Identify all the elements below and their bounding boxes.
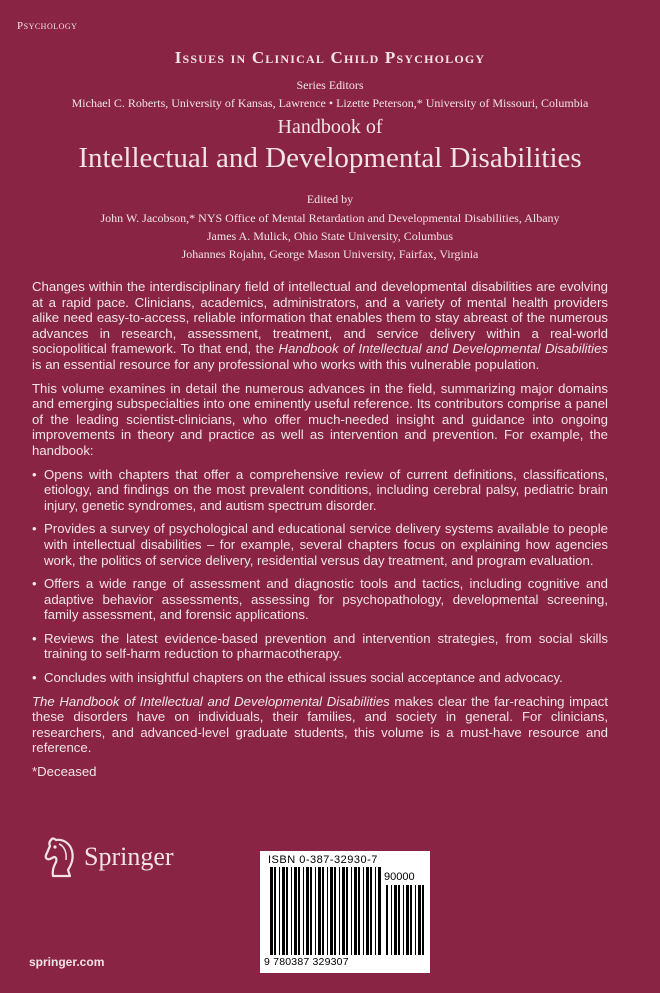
springer-knight-icon: [44, 836, 78, 878]
feature-list: [32, 467, 608, 686]
list-item: • Offers a wide range of assessment and diagnostic tools and tactics, including cognitive and adaptive behavior assessments, assessing for psychopathology, developmental screening, family assessment, and forensic applications.: [32, 576, 608, 623]
barcode-bars: [270, 867, 382, 955]
editor-name: James A. Mulick, Ohio State University, Columbus: [206, 229, 454, 243]
book-title-italic: The Handbook of Intellectual and Developmental Disabilities: [32, 693, 390, 709]
series-editors-names: Michael C. Roberts, University of Kansas, Lawrence • Lizette Peterson,* University of Missouri, Columbia: [71, 96, 589, 110]
springer-logo: [44, 836, 174, 878]
isbn-barcode: [260, 851, 430, 973]
barcode-addon-bars: [386, 885, 424, 955]
book-title-line2: Intellectual and Developmental Disabilities: [78, 142, 582, 174]
bullet-icon: •: [32, 670, 37, 686]
publisher-website[interactable]: springer.com: [29, 955, 105, 969]
list-item: • Reviews the latest evidence-based prevention and intervention strategies, from social skills training to self-harm reduction to pharmacotherapy.: [32, 630, 608, 662]
edited-by-label: Edited by: [306, 192, 354, 206]
book-title-italic: Handbook of Intellectual and Developmental Disabilities: [278, 341, 608, 357]
description-paragraph: Changes within the interdisciplinary field of intellectual and developmental disabilities are evolving at a rapid pace. Clinicians, academics, administrators, and a variety of mental health providers alike need easy-to-access, reliable information that enables them to stay abreast of the numerous advances in research, assessment, treatment, and service delivery within a real-world sociopolitical framework. To that end, the Handbook of Intellectual and Developmental Disabilities is an essential resource for any professional who works with this vulnerable population.: [32, 279, 608, 372]
bullet-icon: •: [32, 630, 37, 646]
bullet-icon: •: [32, 521, 37, 537]
description-block: [32, 279, 608, 780]
bullet-icon: •: [32, 466, 37, 482]
list-item: • Opens with chapters that offer a comprehensive review of current definitions, classifications, etiology, and findings on the most prevalent conditions, including cerebral palsy, pediatric brain injury, genetic syndromes, and autism spectrum disorder.: [32, 466, 608, 513]
editor-name: John W. Jacobson,* NYS Office of Mental Retardation and Developmental Disabilities, Albany: [100, 211, 560, 225]
list-item: • Concludes with insightful chapters on the ethical issues social acceptance and advocacy.: [32, 670, 563, 686]
price-code: 90000: [384, 871, 415, 883]
series-title: Issues in Clinical Child Psychology: [174, 48, 486, 67]
list-item: • Provides a survey of psychological and educational service delivery systems available to people with intellectual disabilities – for example, several chapters focus on explaining how agencies work, the politics of service delivery, residential versus day treatment, and program evaluation.: [32, 521, 608, 568]
deceased-note: *Deceased: [32, 764, 97, 780]
ean-number: 9 780387 329307: [264, 956, 349, 968]
editor-name: Johannes Rojahn, George Mason University, Fairfax, Virginia: [181, 247, 479, 261]
description-paragraph: This volume examines in detail the numerous advances in the field, summarizing major domains and emerging subspecialties into one eminently useful reference. Its contributors comprise a panel of the leading scientist-clinicians, who offer much-needed insight and guidance into ongoing improvements in theory and practice as well as intervention and prevention. For example, the handbook:: [32, 380, 608, 458]
category-label: Psychology: [17, 20, 78, 32]
publisher-name: Springer: [84, 842, 174, 871]
isbn-number: ISBN 0-387-32930-7: [268, 854, 378, 866]
series-editors-label: Series Editors: [296, 78, 364, 92]
bullet-icon: •: [32, 576, 37, 592]
book-title-line1: Handbook of: [277, 116, 383, 138]
closing-paragraph: The Handbook of Intellectual and Developmental Disabilities makes clear the far-reaching impact these disorders have on individuals, their families, and society in general. For clinicians, researchers, and advanced-level graduate students, this volume is a must-have resource and reference.: [32, 693, 608, 756]
